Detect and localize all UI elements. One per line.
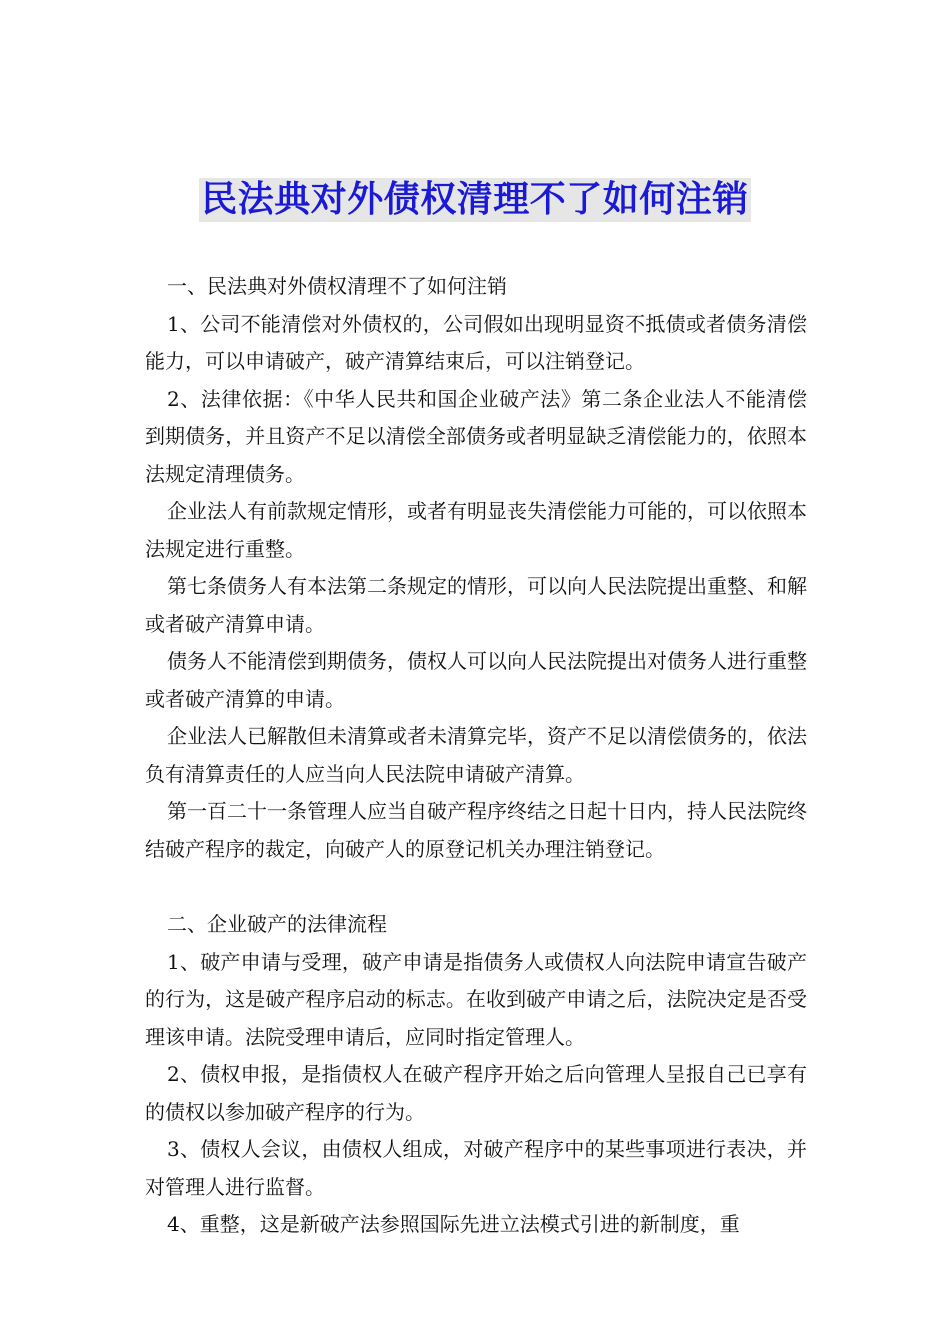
document-title: 民法典对外债权清理不了如何注销 <box>201 179 749 220</box>
paragraph: 1、公司不能清偿对外债权的，公司假如出现明显资不抵债或者债务清偿能力，可以申请破产，破产清算结束后，可以注销登记。 <box>145 311 807 373</box>
section-spacer <box>145 868 807 906</box>
paragraph: 企业法人有前款规定情形，或者有明显丧失清偿能力可能的，可以依照本法规定进行重整。 <box>145 499 807 561</box>
paragraph: 2、债权申报，是指债权人在破产程序开始之后向管理人呈报自己已享有的债权以参加破产程序的行为。 <box>145 1062 807 1124</box>
paragraph: 第一百二十一条管理人应当自破产程序终结之日起十日内，持人民法院终结破产程序的裁定，向破产人的原登记机关办理注销登记。 <box>145 799 807 861</box>
section-heading: 二、企业破产的法律流程 <box>167 912 387 936</box>
document-body <box>145 268 807 1244</box>
paragraph: 3、债权人会议，由债权人组成，对破产程序中的某些事项进行表决，并对管理人进行监督。 <box>145 1137 807 1199</box>
paragraph: 债务人不能清偿到期债务，债权人可以向人民法院提出对债务人进行重整或者破产清算的申请。 <box>145 649 807 711</box>
paragraph: 第七条债务人有本法第二条规定的情形，可以向人民法院提出重整、和解或者破产清算申请。 <box>145 574 807 636</box>
paragraph: 4、重整，这是新破产法参照国际先进立法模式引进的新制度，重 <box>167 1212 740 1236</box>
section-heading: 一、民法典对外债权清理不了如何注销 <box>167 274 507 298</box>
title-container <box>0 178 950 222</box>
paragraph: 2、法律依据：《中华人民共和国企业破产法》第二条企业法人不能清偿到期债务，并且资产不足以清偿全部债务或者明显缺乏清偿能力的，依照本法规定清理债务。 <box>145 386 807 486</box>
paragraph: 1、破产申请与受理，破产申请是指债务人或债权人向法院申请宣告破产的行为，这是破产程序启动的标志。在收到破产申请之后，法院决定是否受理该申请。法院受理申请后，应同时指定管理人。 <box>145 949 807 1049</box>
paragraph: 企业法人已解散但未清算或者未清算完毕，资产不足以清偿债务的，依法负有清算责任的人应当向人民法院申请破产清算。 <box>145 724 807 786</box>
